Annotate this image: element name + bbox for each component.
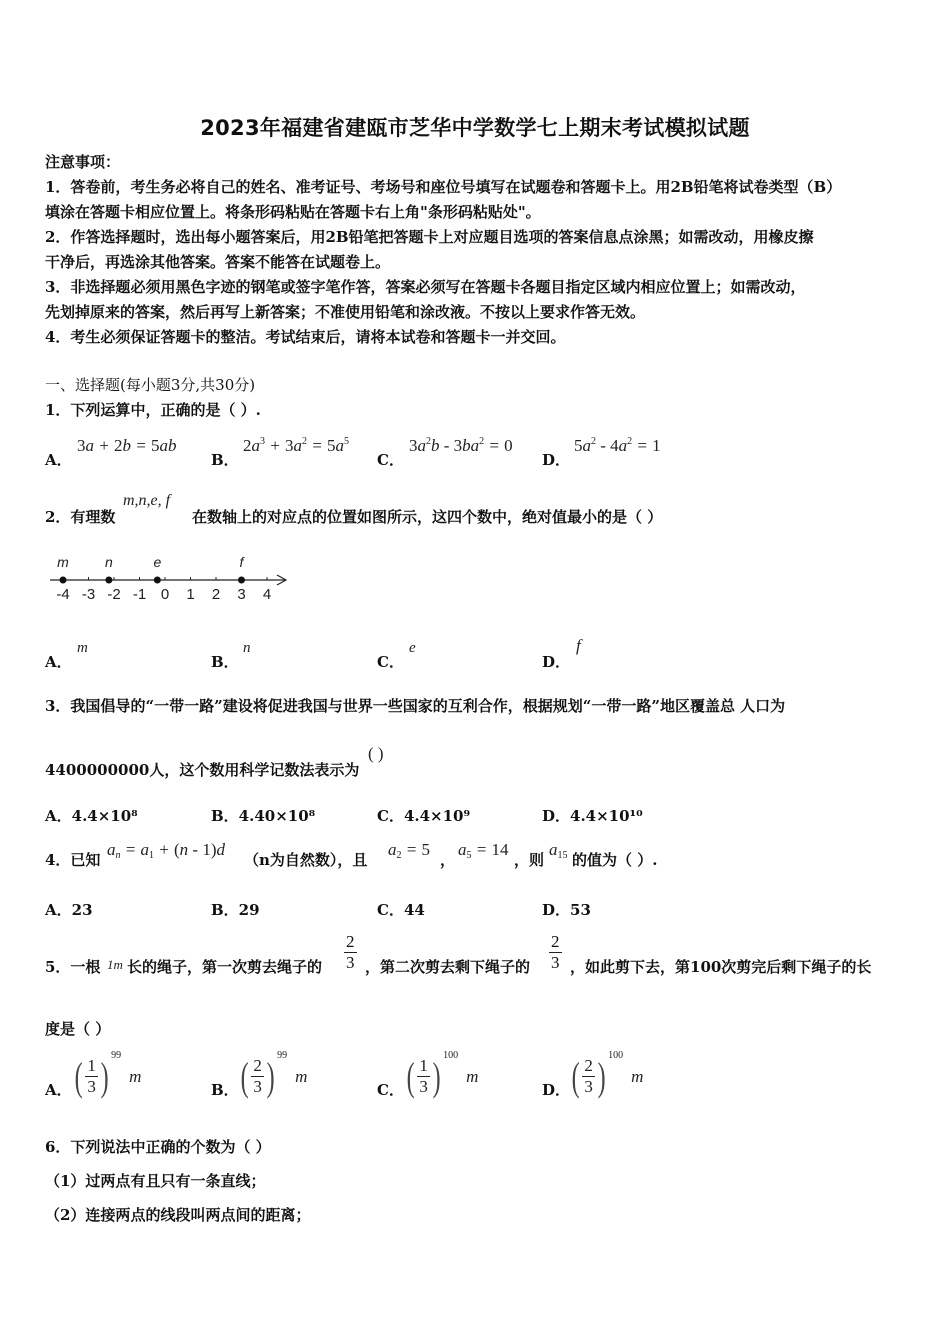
number-line-point-label: n (105, 554, 113, 570)
q5-option-b-expr: ( $\frac{2}{3}$ ) 99 m (240, 1050, 308, 1099)
notice-line-2b: 干净后，再选涂其他答案。答案不能答在试题卷上。 (45, 253, 391, 271)
q2-option-c-value: e (409, 640, 416, 656)
q2-stem-number: 2．有理数 (45, 508, 116, 526)
number-line-point-label: m (57, 554, 69, 570)
q4-stem-tail: 的值为（ ）. (572, 851, 658, 869)
number-line-tick-label: 2 (211, 586, 221, 603)
q2-option-d-label: D． (542, 653, 571, 671)
q3-option-a: A．4.4×10⁸ (45, 807, 138, 825)
notice-line-3b: 先划掉原来的答案，然后再写上新答案；不准使用铅笔和涂改液。不按以上要求作答无效。 (45, 303, 646, 321)
q6-statement-1: （1）过两点有且只有一条直线； (45, 1172, 266, 1190)
q5-option-a-label: A． (45, 1081, 72, 1099)
q5-option-c-label: C． (377, 1081, 404, 1099)
q5-length: 1m (107, 957, 123, 972)
section-heading: 一、选择题(每小题3分,共30分) (45, 376, 256, 394)
q2-option-c-label: C． (377, 653, 404, 671)
q5-option-a-expr: ( $\frac{1}{3}$ ) 99 m (74, 1050, 142, 1099)
number-line-point-m (60, 577, 67, 584)
q4-a15: $a_{15}$ (549, 840, 568, 861)
notice-line-1b: 填涂在答题卡相应位置上。将条形码粘贴在答题卡右上角"条形码粘贴处"。 (45, 203, 541, 221)
number-line-point-f (238, 577, 245, 584)
q3-option-b: B．4.40×10⁸ (211, 807, 316, 825)
q3-line-1: 3．我国倡导的“一带一路”建设将促进我国与世界一些国家的互利合作，根据规划“一带一路”地区覆盖总 人口为 (45, 697, 786, 715)
q5-option-d-expr: ( $\frac{2}{3}$ ) 100 m (571, 1050, 644, 1099)
q4-stem-number: 4．已知 (45, 851, 101, 869)
q4-comma: ， (440, 851, 456, 869)
q3-answer-paren: ( ) (368, 744, 384, 763)
q1-option-c-label: C． (377, 451, 404, 469)
q4-a2: $a_2 = 5$ (388, 840, 430, 861)
q3-option-c: C．4.4×10⁹ (377, 807, 471, 825)
q1-stem: 1．下列运算中，正确的是（ ）. (45, 401, 261, 419)
number-line-tick-label: 0 (160, 586, 170, 603)
q2-option-a-label: A． (45, 653, 72, 671)
q6-statement-2: （2）连接两点的线段叫两点间的距离； (45, 1206, 311, 1224)
q4-formula: $a_n = a_1 + (n - 1)d$ (107, 840, 225, 861)
notice-heading: 注意事项： (45, 153, 121, 171)
number-line-tick-label: -4 (56, 586, 70, 603)
q5-fraction-1: $\frac{2}{3}$ (346, 932, 355, 972)
number-line-point-e (154, 577, 161, 584)
number-line-tick-label: 4 (262, 586, 272, 603)
page-title: 2023年福建省建瓯市芝华中学数学七上期末考试模拟试题 (200, 116, 750, 140)
q2-option-b-label: B． (211, 653, 239, 671)
q5-stem-part1: 5．一根 (45, 958, 101, 976)
q1-option-c-expr: $3a^2b - 3ba^2 = 0$ (409, 436, 513, 455)
notice-line-3: 3．非选择题必须用黑色字迹的钢笔或签字笔作答，答案必须写在答题卡各题目指定区域内相应位置上；如需改动， (45, 278, 806, 296)
q1-option-a-expr: 3a + 2b = 5ab (77, 436, 177, 455)
number-line-tick-label: -2 (107, 586, 121, 603)
q5-option-d-label: D． (542, 1081, 571, 1099)
q4-option-a: A．23 (45, 901, 93, 919)
number-line-point-label: f (239, 554, 244, 570)
q2-variables: m,n,e, f (123, 492, 171, 509)
q5-fraction-2: $\frac{2}{3}$ (551, 932, 560, 972)
q6-stem: 6．下列说法中正确的个数为（ ） (45, 1138, 271, 1156)
q4-stem-mid2: ，则 (514, 851, 545, 869)
q4-stem-mid1: （n为自然数），且 (244, 851, 368, 869)
q4-a5: $a_5 = 14$ (458, 840, 509, 861)
notice-line-1: 1．答卷前，考生务必将自己的姓名、准考证号、考场号和座位号填写在试题卷和答题卡上。用2B铅笔将试卷类型（B） (45, 178, 842, 196)
notice-line-2: 2．作答选择题时，选出每小题答案后，用2B铅笔把答题卡上对应题目选项的答案信息点涂黑；如需改动，用橡皮擦 (45, 228, 814, 246)
q4-option-b: B．29 (211, 901, 260, 919)
q1-option-a-label: A． (45, 451, 72, 469)
q1-option-d-expr: $5a^2 - 4a^2 = 1$ (574, 436, 661, 455)
q5-stem-part4: ，如此剪下去，第100次剪完后剩下绳子的长 (570, 958, 872, 976)
q1-option-b-label: B． (211, 451, 239, 469)
q5-option-b-label: B． (211, 1081, 239, 1099)
number-line (45, 550, 295, 608)
q1-option-d-label: D． (542, 451, 571, 469)
number-line-tick-label: -1 (132, 586, 147, 603)
q2-option-a-value: m (77, 640, 88, 656)
number-line-tick-label: 3 (237, 586, 246, 603)
q5-line-2: 度是（ ） (45, 1020, 111, 1038)
q2-option-d-value: f (576, 636, 581, 655)
q5-stem-part3: ，第二次剪去剩下绳子的 (365, 958, 531, 976)
number-line-points (57, 554, 245, 584)
notice-line-4: 4．考生必须保证答题卡的整洁。考试结束后，请将本试卷和答题卡一并交回。 (45, 328, 566, 346)
q5-stem-part2: 长的绳子，第一次剪去绳子的 (127, 958, 323, 976)
q4-option-d: D．53 (542, 901, 591, 919)
q2-option-b-value: n (243, 640, 251, 656)
number-line-tick-label: -3 (81, 586, 96, 603)
number-line-tick-label: 1 (186, 586, 195, 603)
q1-option-b-expr: $2a^3 + 3a^2 = 5a^5$ (243, 436, 349, 455)
q3-option-d: D．4.4×10¹⁰ (542, 807, 643, 825)
number-line-point-n (105, 577, 112, 584)
q5-option-c-expr: ( $\frac{1}{3}$ ) 100 m (406, 1050, 479, 1099)
q4-option-c: C．44 (377, 901, 425, 919)
number-line-point-label: e (153, 554, 162, 570)
q3-line-2: 4400000000人，这个数用科学记数法表示为 (45, 761, 360, 779)
q2-stem-rest: 在数轴上的对应点的位置如图所示，这四个数中，绝对值最小的是（ ） (192, 508, 663, 526)
